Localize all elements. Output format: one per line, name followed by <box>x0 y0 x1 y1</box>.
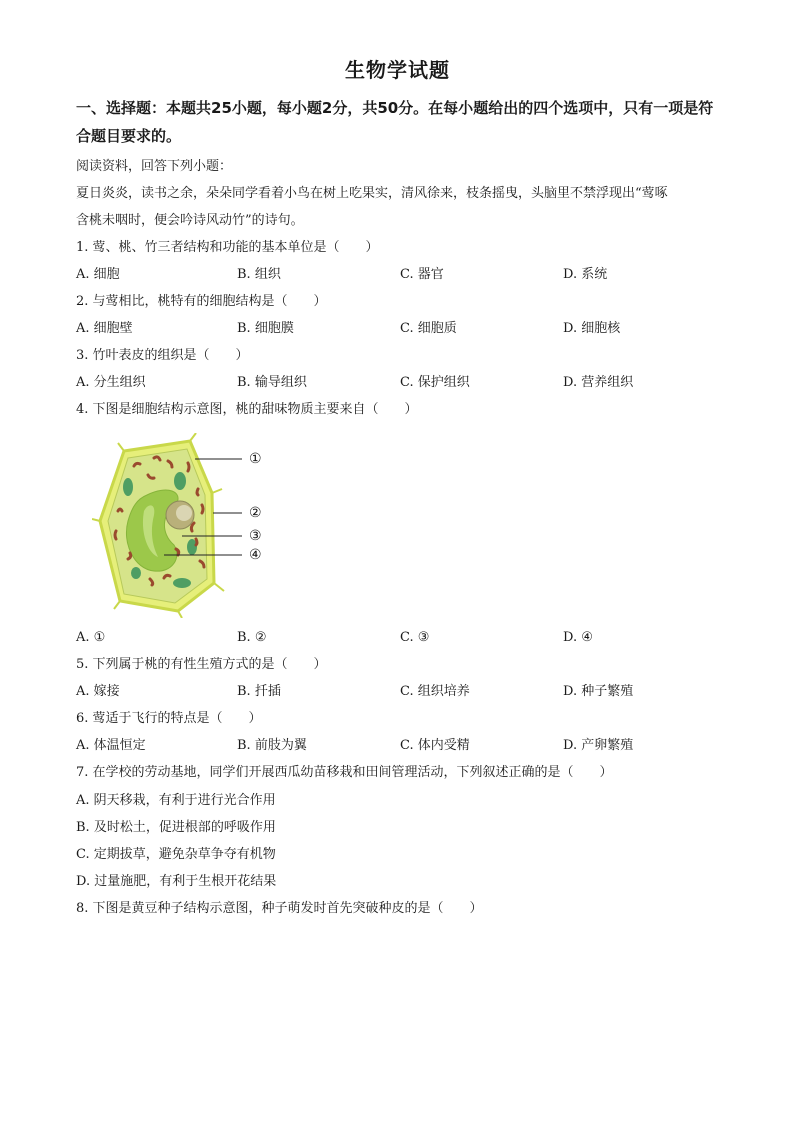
question-5-option-b: B. 扦插 <box>237 684 281 699</box>
question-6-stem: 6. 莺适于飞行的特点是（ ） <box>76 711 262 726</box>
question-3-option-a: A. 分生组织 <box>76 375 146 390</box>
question-4-option-c: C. ③ <box>400 630 430 645</box>
question-3-stem: 3. 竹叶表皮的组织是（ ） <box>76 348 249 363</box>
question-3-option-b: B. 输导组织 <box>237 375 307 390</box>
question-1-option-d: D. 系统 <box>563 267 608 282</box>
reading-passage-line-1: 夏日炎炎，读书之余，朵朵同学看着小鸟在树上吃果实，清风徐来，枝条摇曳，头脑里不禁浮现出“莺啄 <box>76 186 668 201</box>
page-title: 生物学试题 <box>345 58 450 82</box>
question-7-option-d: D. 过量施肥，有利于生根开花结果 <box>76 874 277 889</box>
question-6-option-a: A. 体温恒定 <box>76 738 146 753</box>
plant-cell-diagram <box>92 433 282 618</box>
diagram-label-4: ④ <box>249 547 262 563</box>
question-3-option-c: C. 保护组织 <box>400 375 470 390</box>
question-5-option-d: D. 种子繁殖 <box>563 684 634 699</box>
question-7-option-a: A. 阴天移栽，有利于进行光合作用 <box>76 793 276 808</box>
question-2-option-d: D. 细胞核 <box>563 321 621 336</box>
question-2-option-b: B. 细胞膜 <box>237 321 294 336</box>
question-4-option-b: B. ② <box>237 630 267 645</box>
question-4-option-d: D. ④ <box>563 630 593 645</box>
question-8-stem: 8. 下图是黄豆种子结构示意图，种子萌发时首先突破种皮的是（ ） <box>76 901 483 916</box>
question-4-stem: 4. 下图是细胞结构示意图，桃的甜味物质主要来自（ ） <box>76 402 418 417</box>
diagram-label-3: ③ <box>249 528 262 544</box>
diagram-label-2: ② <box>249 505 262 521</box>
question-6-option-c: C. 体内受精 <box>400 738 470 753</box>
diagram-label-1: ① <box>249 451 262 467</box>
question-7-option-b: B. 及时松土，促进根部的呼吸作用 <box>76 820 276 835</box>
question-1-stem: 1. 莺、桃、竹三者结构和功能的基本单位是（ ） <box>76 240 379 255</box>
question-3-option-d: D. 营养组织 <box>563 375 634 390</box>
question-4-option-a: A. ① <box>76 630 106 645</box>
question-1-option-c: C. 器官 <box>400 267 444 282</box>
question-6-option-b: B. 前肢为翼 <box>237 738 307 753</box>
question-1-option-b: B. 组织 <box>237 267 281 282</box>
question-5-stem: 5. 下列属于桃的有性生殖方式的是（ ） <box>76 657 327 672</box>
section-heading: 一、选择题：本题共25小题，每小题2分，共50分。在每小题给出的四个选项中，只有一项是符合题目要求的。 <box>76 99 714 145</box>
question-7-option-c: C. 定期拔草，避免杂草争夺有机物 <box>76 847 276 862</box>
question-5-option-c: C. 组织培养 <box>400 684 470 699</box>
reading-passage-line-2: 含桃未咽时，便会吟诗风动竹”的诗句。 <box>76 213 304 228</box>
question-1-option-a: A. 细胞 <box>76 267 120 282</box>
question-5-option-a: A. 嫁接 <box>76 684 120 699</box>
question-7-stem: 7. 在学校的劳动基地，同学们开展西瓜幼苗移栽和田间管理活动，下列叙述正确的是（ ） <box>76 765 613 780</box>
question-2-option-c: C. 细胞质 <box>400 321 457 336</box>
question-6-option-d: D. 产卵繁殖 <box>563 738 634 753</box>
question-2-stem: 2. 与莺相比，桃特有的细胞结构是（ ） <box>76 294 327 309</box>
reading-intro: 阅读资料，回答下列小题： <box>76 159 233 174</box>
question-2-option-a: A. 细胞壁 <box>76 321 133 336</box>
